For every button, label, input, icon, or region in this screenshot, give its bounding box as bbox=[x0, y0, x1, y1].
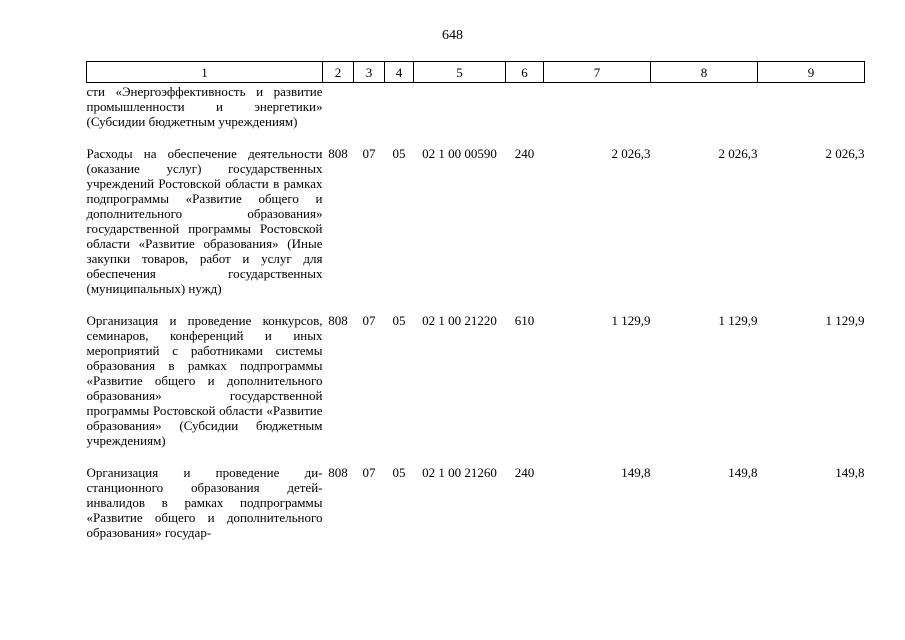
header-row bbox=[87, 62, 865, 83]
header-cell: 7 bbox=[544, 62, 651, 83]
cell-target-article bbox=[414, 83, 506, 147]
row-description: Расходы на обеспечение деятельности (оказание услуг) государственных учреждений Ростовской области в рамках подпрограммы «Развитие общего и дополнительного образования» государственной программы Ростовской области «Развитие образования» (Иные закупки товаров, работ и услуг для обеспечения государственных (муниципальных) нужд) bbox=[86, 146, 323, 296]
cell-subsection: 05 bbox=[392, 313, 406, 328]
cell-subsection: 05 bbox=[392, 465, 406, 480]
cell-section bbox=[354, 83, 385, 147]
header-cell: 1 bbox=[87, 62, 323, 83]
cell-ministry: 808 bbox=[328, 313, 348, 328]
cell-ministry: 808 bbox=[328, 146, 348, 161]
cell-target-article: 02 1 00 21260 bbox=[422, 465, 497, 480]
cell-ministry bbox=[323, 83, 354, 147]
header-cell: 6 bbox=[506, 62, 544, 83]
cell-target-article: 02 1 00 21220 bbox=[422, 313, 497, 328]
cell-ministry: 808 bbox=[328, 465, 348, 480]
page-number: 648 bbox=[442, 28, 463, 43]
cell-expense-type: 610 bbox=[514, 313, 535, 328]
header-cell: 8 bbox=[651, 62, 758, 83]
header-cell: 5 bbox=[414, 62, 506, 83]
cell-amount-2 bbox=[651, 83, 758, 147]
cell-amount-2: 1 129,9 bbox=[718, 313, 758, 328]
cell-expense-type: 240 bbox=[514, 465, 535, 480]
cell-amount-3: 149,8 bbox=[835, 465, 865, 480]
row-description: Организация и проведение конкурсов, семинаров, конференций и иных мероприятий с работниками системы образования в рамках подпрограммы «Развитие общего и дополнительного образования» государственной программы Ростовской области «Развитие образования» (Субсидии бюджетным учреждениям) bbox=[86, 313, 323, 448]
table-row bbox=[87, 465, 865, 540]
table-row bbox=[87, 83, 865, 147]
cell-amount-1 bbox=[544, 83, 651, 147]
cell-section: 07 bbox=[362, 313, 376, 328]
cell-amount-1: 2 026,3 bbox=[611, 146, 651, 161]
header-cell: 4 bbox=[385, 62, 414, 83]
cell-amount-2: 149,8 bbox=[728, 465, 758, 480]
cell-amount-2: 2 026,3 bbox=[718, 146, 758, 161]
cell-amount-1: 149,8 bbox=[621, 465, 651, 480]
row-description: Организация и проведение дистанционного образования детей-инвалидов в рамках подпрограммы «Развитие общего и дополнительного образования» государ- bbox=[86, 465, 323, 540]
cell-amount-3: 2 026,3 bbox=[825, 146, 865, 161]
cell-expense-type: 240 bbox=[514, 146, 535, 161]
cell-amount-3: 1 129,9 bbox=[825, 313, 865, 328]
cell-amount-1: 1 129,9 bbox=[611, 313, 651, 328]
cell-section: 07 bbox=[362, 465, 376, 480]
cell-subsection: 05 bbox=[392, 146, 406, 161]
cell-amount-3 bbox=[758, 83, 865, 147]
row-description: сти «Энергоэффективность и развитие промышленности и энергетики» (Субсидии бюджетным учреждениям) bbox=[86, 84, 323, 129]
header-cell: 2 bbox=[323, 62, 354, 83]
cell-expense-type bbox=[506, 83, 544, 147]
table-row bbox=[87, 313, 865, 465]
budget-table bbox=[86, 61, 865, 540]
cell-target-article: 02 1 00 00590 bbox=[422, 146, 497, 161]
header-cell: 3 bbox=[354, 62, 385, 83]
cell-subsection bbox=[385, 83, 414, 147]
table-row bbox=[87, 146, 865, 313]
header-cell: 9 bbox=[758, 62, 865, 83]
cell-section: 07 bbox=[362, 146, 376, 161]
